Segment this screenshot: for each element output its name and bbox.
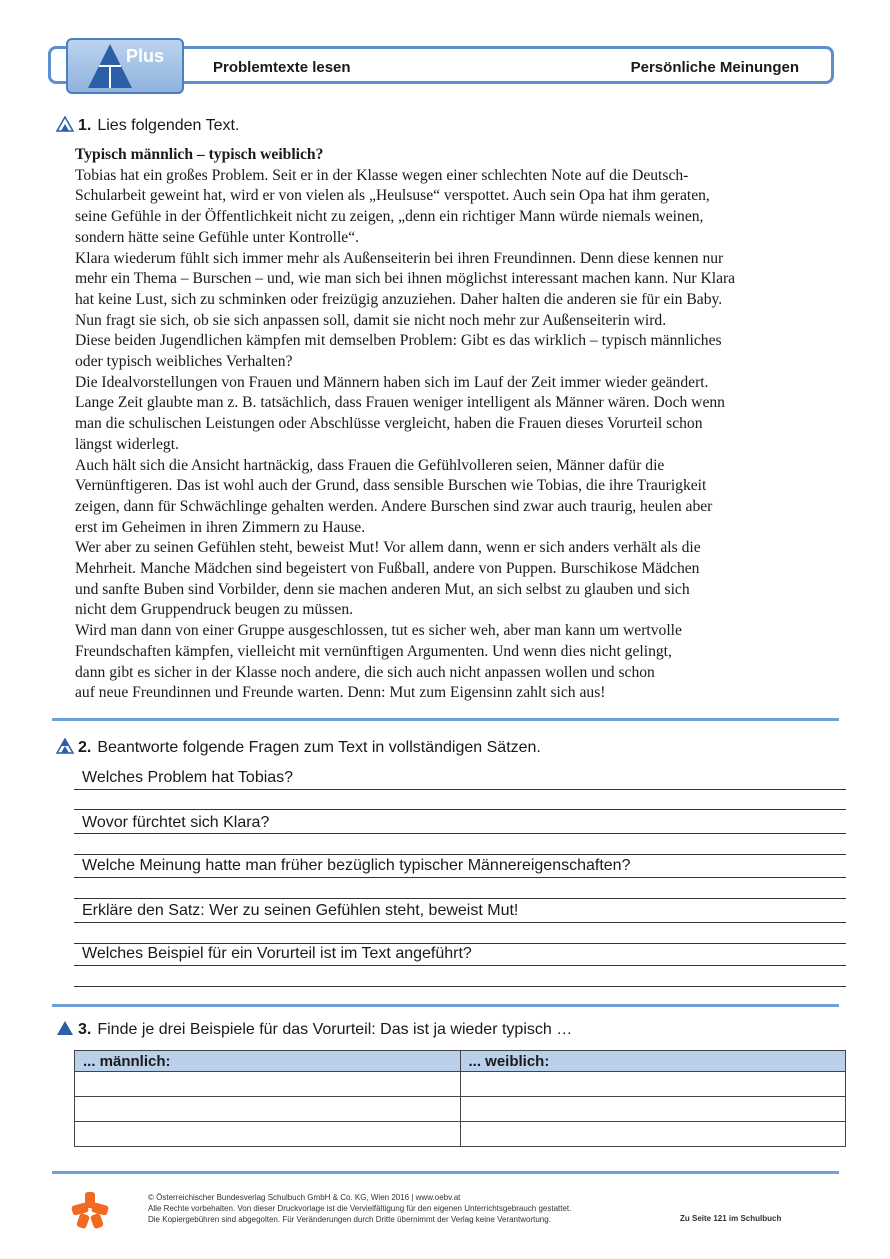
answer-line[interactable]: [74, 877, 846, 878]
column-female: ... weiblich:: [460, 1051, 846, 1072]
text-line: Nun fragt sie sich, ob sie sich anpassen soll, damit sie nicht noch mehr zur Außenseiterin wird.: [75, 311, 667, 329]
section-divider: [52, 1004, 839, 1007]
female-cell[interactable]: [460, 1122, 846, 1147]
text-line: man die schulischen Leistungen oder Abschlüsse vergleicht, haben die Frauen dieses Vorurteil schon: [75, 415, 703, 433]
text-line: oder typisch weibliches Verhalten?: [75, 353, 293, 371]
text-line: Tobias hat ein großes Problem. Seit er in der Klasse wegen einer schlechten Note auf die Deutsch-: [75, 166, 689, 184]
task1-instruction: Lies folgenden Text.: [97, 117, 240, 134]
question-1: Welches Problem hat Tobias?: [82, 769, 294, 786]
text-line: hat keine Lust, sich zu schminken oder freizügig anzuziehen. Daher halten die anderen sie für ein Baby.: [75, 290, 723, 308]
answer-line[interactable]: [74, 789, 846, 790]
male-cell[interactable]: [75, 1122, 461, 1147]
text-line: dann gibt es sicher in der Klasse noch andere, die sich auch nicht anpassen wollen und schon: [75, 663, 655, 681]
text-line: erst im Geheimen in ihren Zimmern zu Hause.: [75, 518, 366, 536]
publisher-logo-icon: [70, 1190, 110, 1230]
section-divider: [52, 718, 839, 721]
task1-heading: [56, 116, 239, 135]
task2-heading: [56, 738, 541, 757]
text-line: auf neue Freundinnen und Freunde warten. Denn: Mut zum Eigensinn zahlt sich aus!: [75, 684, 606, 702]
text-line: Freundschaften kämpfen, vielleicht mit vernünftigen Argumenten. Und wenn dies nicht gelingt,: [75, 642, 672, 660]
text-line: mehr ein Thema – Burschen – und, wie man sich bei ihnen möglichst interessant machen kann. Nur Klara: [75, 270, 736, 288]
reading-title: Typisch männlich – typisch weiblich?: [75, 146, 324, 163]
copyright-line: © Österreichischer Bundesverlag Schulbuch GmbH & Co. KG, Wien 2016 | www.oebv.at: [148, 1193, 461, 1202]
task3-instruction: Finde je drei Beispiele für das Vorurteil: Das ist ja wieder typisch …: [97, 1021, 573, 1038]
text-line: Vernünftigeren. Das ist wohl auch der Grund, dass sensible Burschen wie Tobias, die ihre Traurigkeit: [75, 477, 707, 495]
text-line: sondern hätte seine Gefühle unter Kontrolle“.: [75, 228, 360, 246]
text-line: Schularbeit geweint hat, wird er von vielen als „Heulsuse“ verspottet. Auch sein Opa hat ihm geraten,: [75, 187, 710, 205]
rights-line: Alle Rechte vorbehalten. Von dieser Druckvorlage ist die Vervielfältigung für den eigenen Unterrichtsgebrauch gestattet.: [148, 1204, 572, 1213]
stereotype-table: [74, 1050, 846, 1147]
task3-heading: [56, 1020, 572, 1039]
pyramid-icon: [56, 116, 74, 132]
question-2: Wovor fürchtet sich Klara?: [82, 814, 270, 831]
text-line: Mehrheit. Manche Mädchen sind begeistert von Fußball, andere von Puppen. Burschikose Mädchen: [75, 560, 700, 578]
textbook-page-reference: Zu Seite 121 im Schulbuch: [680, 1214, 782, 1223]
question-3: Welche Meinung hatte man früher bezüglich typischer Männereigenschaften?: [82, 857, 631, 874]
answer-line[interactable]: [74, 922, 846, 923]
text-line: Die Idealvorstellungen von Frauen und Männern haben sich im Lauf der Zeit immer wieder geändert.: [75, 373, 709, 391]
text-line: Wird man dann von einer Gruppe ausgeschlossen, tut es sicher weh, aber man kann um wertvolle: [75, 622, 682, 640]
question-4: Erkläre den Satz: Wer zu seinen Gefühlen steht, beweist Mut!: [82, 902, 519, 919]
male-cell[interactable]: [75, 1097, 461, 1122]
answer-line[interactable]: [74, 898, 846, 899]
pyramid-icon: [56, 1020, 74, 1036]
worksheet-topic: Problemtexte lesen: [213, 59, 351, 76]
task2-instruction: Beantworte folgende Fragen zum Text in vollständigen Sätzen.: [97, 739, 541, 756]
footer-divider: [52, 1171, 839, 1174]
answer-line[interactable]: [74, 809, 846, 810]
answer-line[interactable]: [74, 965, 846, 966]
task2-number: 2.: [78, 739, 92, 756]
answer-line[interactable]: [74, 943, 846, 944]
text-line: seine Gefühle in der Öffentlichkeit nicht zu zeigen, „denn ein richtiger Mann würde niemals weinen,: [75, 208, 704, 226]
question-5: Welches Beispiel für ein Vorurteil ist im Text angeführt?: [82, 945, 472, 962]
female-cell[interactable]: [460, 1097, 846, 1122]
task1-number: 1.: [78, 117, 92, 134]
text-line: Klara wiederum fühlt sich immer mehr als Außenseiterin bei ihren Freundinnen. Denn diese kennen nur: [75, 249, 724, 267]
text-line: und sanfte Buben sind Vorbilder, denn sie machen anderen Mut, an sich selbst zu glauben und sich: [75, 580, 690, 598]
reading-text: [75, 145, 845, 704]
logo-text: Plus: [126, 46, 165, 66]
answer-line[interactable]: [74, 986, 846, 987]
text-line: Lange Zeit glaubte man z. B. tatsächlich, dass Frauen weniger intelligent als Männer wären. Doch wenn: [75, 394, 725, 412]
text-line: Wer aber zu seinen Gefühlen steht, beweist Mut! Vor allem dann, wenn er sich anders verhält als die: [75, 539, 701, 557]
pyramid-icon: [56, 738, 74, 754]
text-line: Diese beiden Jugendlichen kämpfen mit demselben Problem: Gibt es das wirklich – typisch männliches: [75, 332, 722, 350]
task3-number: 3.: [78, 1021, 92, 1038]
table-row: [75, 1097, 846, 1122]
fees-line: Die Kopiergebühren sind abgegolten. Für Veränderungen durch Dritte übernimmt der Verlag keine Verantwortung.: [148, 1215, 551, 1224]
text-line: zeigen, dann für Schwächlinge gehalten werden. Andere Burschen sind zwar auch traurig, heulen aber: [75, 497, 713, 515]
text-line: längst widerlegt.: [75, 435, 179, 453]
answer-line[interactable]: [74, 854, 846, 855]
table-row: [75, 1122, 846, 1147]
text-line: nicht dem Gruppendruck beugen zu müssen.: [75, 601, 354, 619]
column-male: ... männlich:: [75, 1051, 461, 1072]
female-cell[interactable]: [460, 1072, 846, 1097]
answer-line[interactable]: [74, 833, 846, 834]
copyright-notice: [148, 1192, 571, 1225]
worksheet-subtopic: Persönliche Meinungen: [630, 59, 799, 76]
male-cell[interactable]: [75, 1072, 461, 1097]
table-row: [75, 1072, 846, 1097]
plus-logo: [66, 38, 184, 94]
text-line: Auch hält sich die Ansicht hartnäckig, dass Frauen die Gefühlvolleren seien, Männer dafür die: [75, 456, 665, 474]
